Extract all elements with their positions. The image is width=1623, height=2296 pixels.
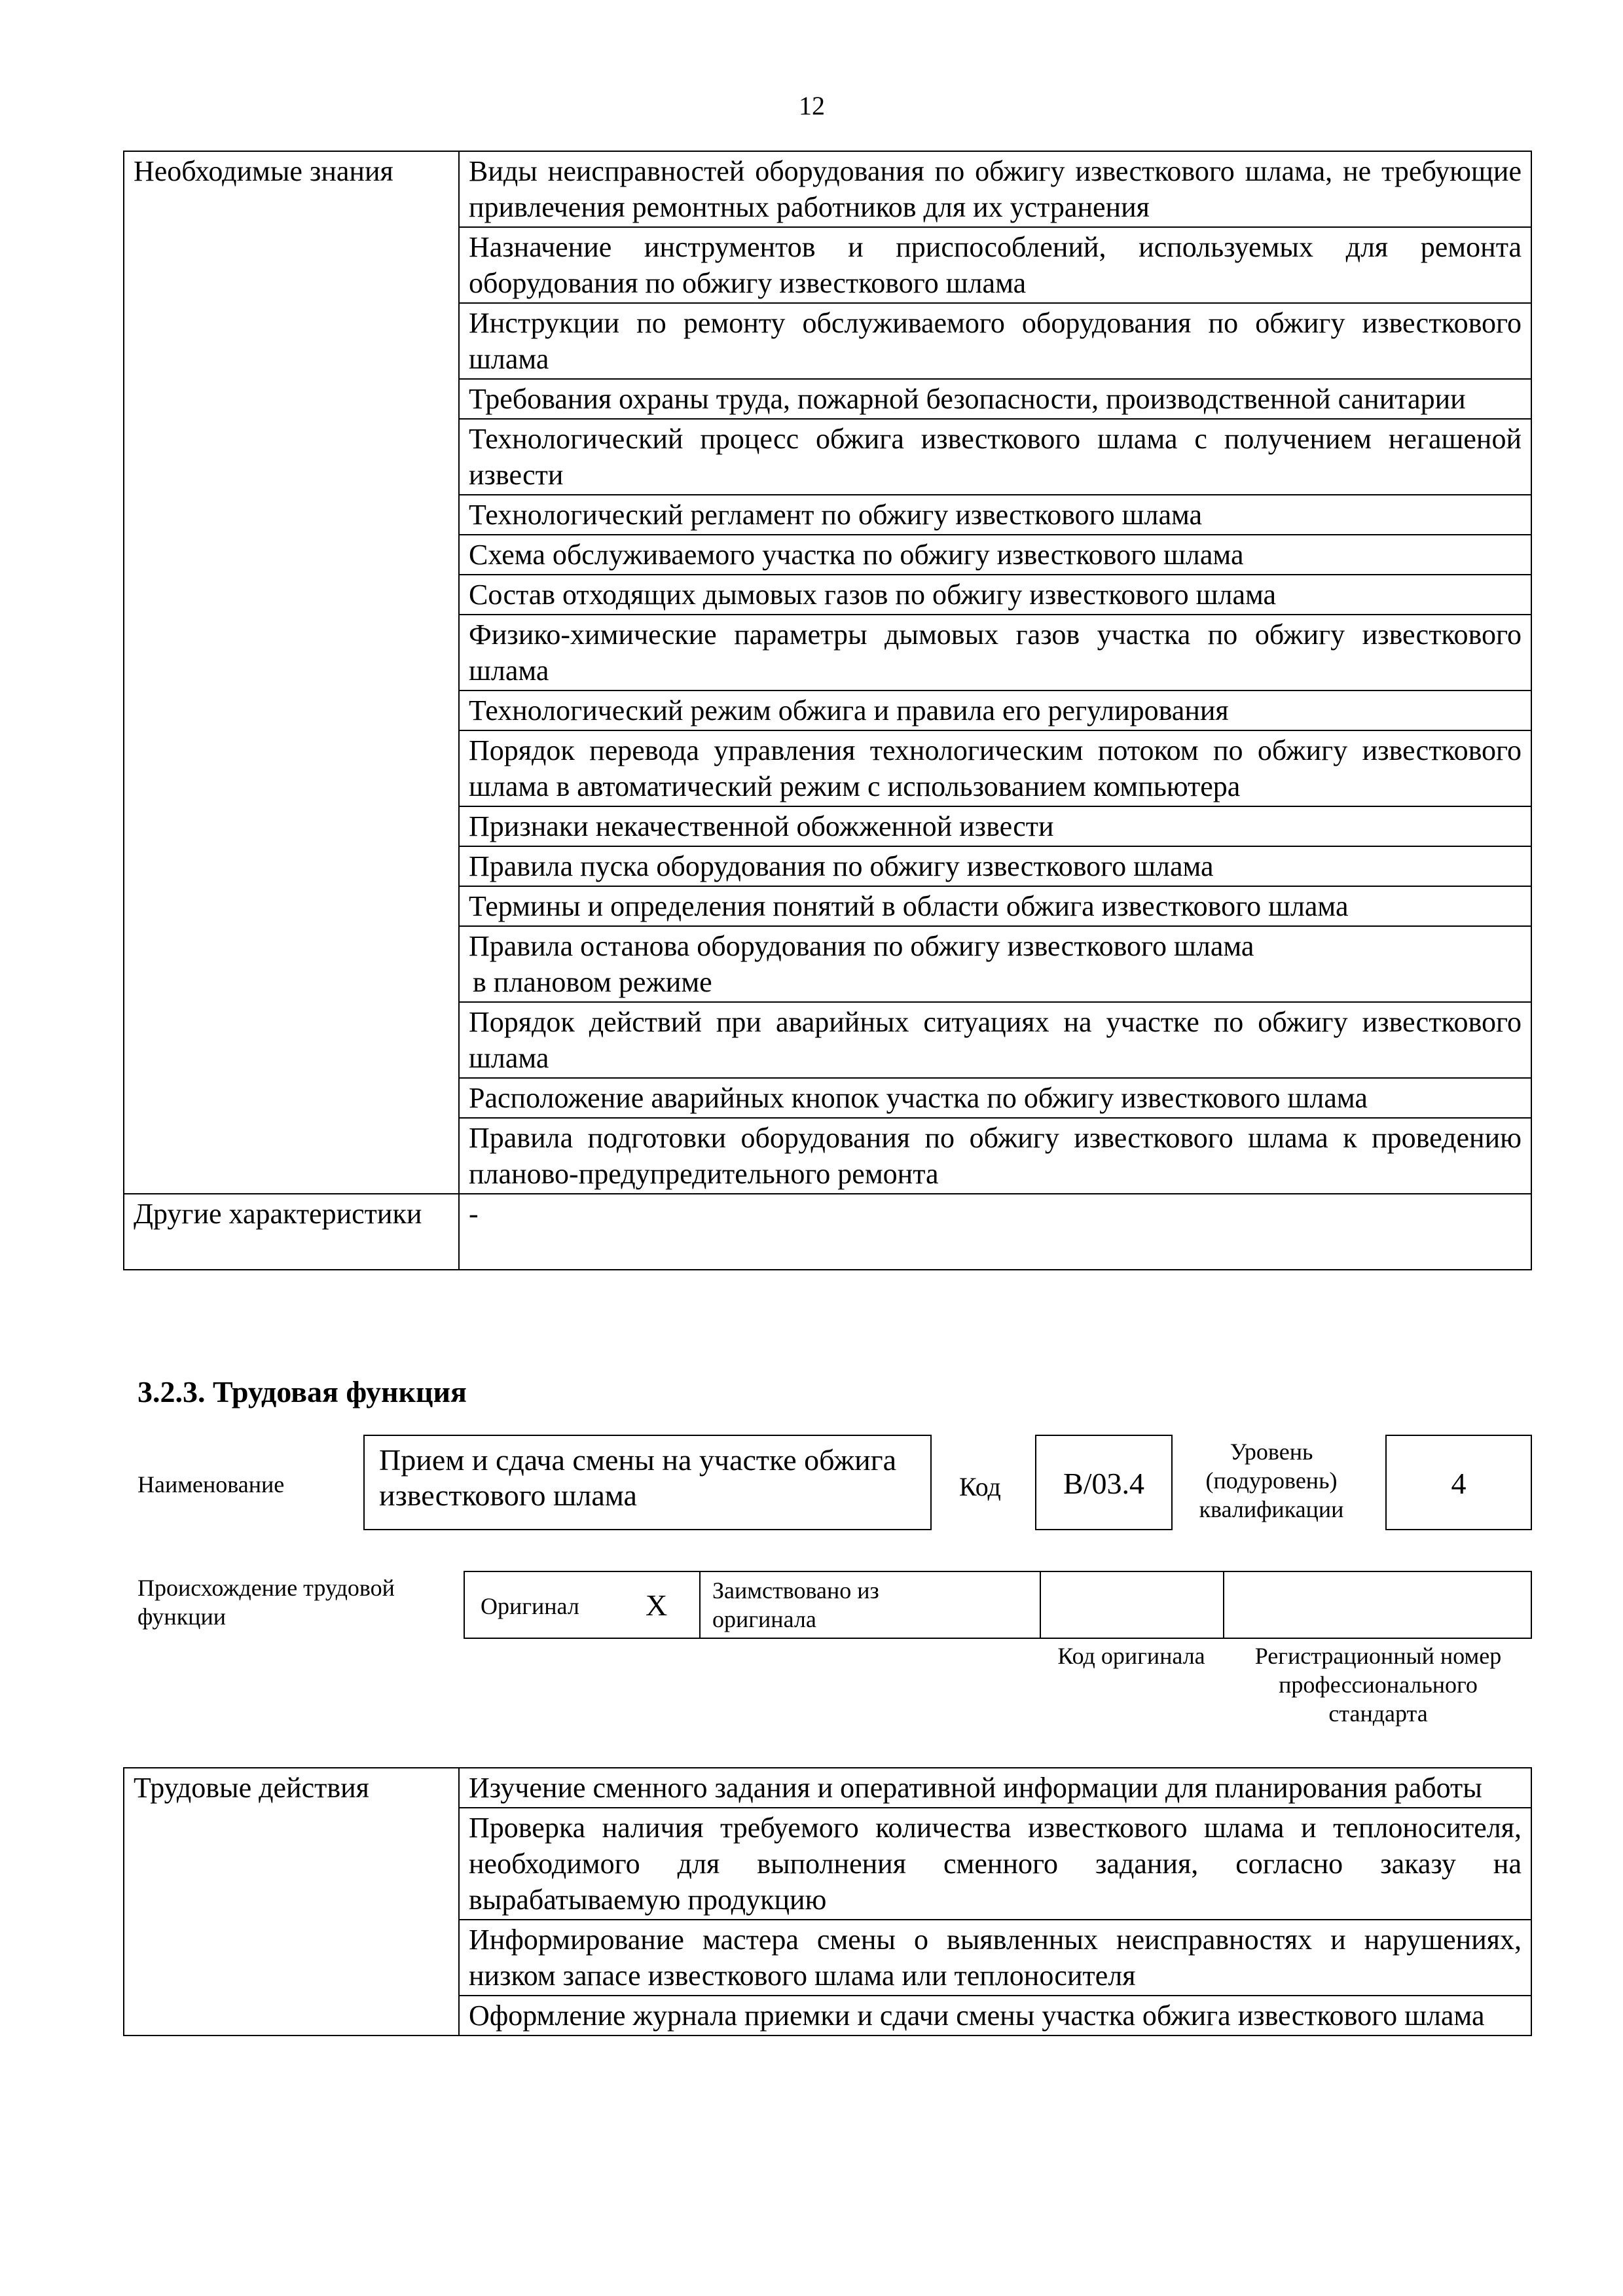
knowledge-label: Необходимые знания [124, 151, 459, 1194]
list-item: Признаки некачественной обожженной извести [459, 806, 1531, 846]
code-label: Код [959, 1472, 1001, 1501]
list-item: Порядок перевода управления технологическим потоком по обжигу известкового шлама в автоматический режим с использованием компьютера [459, 730, 1531, 806]
actions-label: Трудовые действия [124, 1768, 459, 2036]
list-item-line: Правила останова оборудования по обжигу известкового шлама [469, 930, 1254, 962]
origin-original-cell [465, 1572, 701, 1638]
level-label-line: Уровень [1230, 1439, 1313, 1465]
reg-caption: Регистрационный номер профессионального стандарта [1254, 1643, 1502, 1727]
list-item: Проверка наличия требуемого количества известкового шлама и теплоносителя, необходимого для выполнения сменного задания, согласно заказу на вырабатываемую продукцию [459, 1808, 1531, 1920]
actions-table [123, 1767, 1532, 2036]
level-label-line: квалификации [1199, 1496, 1344, 1522]
other-value: - [459, 1194, 1531, 1270]
level-label [1186, 1437, 1357, 1524]
other-label: Другие характеристики [124, 1194, 459, 1270]
level-label-line: (подуровень) [1205, 1467, 1338, 1494]
list-item: Термины и определения понятий в области обжига известкового шлама [459, 886, 1531, 926]
list-item: Информирование мастера смены о выявленных неисправностях и нарушениях, низком запасе известкового шлама или теплоносителя [459, 1920, 1531, 1996]
borrowed-label: Заимствовано из оригинала [712, 1577, 879, 1632]
list-item: Состав отходящих дымовых газов по обжигу известкового шлама [459, 575, 1531, 615]
list-item: Назначение инструментов и приспособлений, используемых для ремонта оборудования по обжигу известкового шлама [459, 227, 1531, 303]
origin-label: Происхождение трудовой функции [137, 1575, 395, 1630]
list-item: Правила подготовки оборудования по обжигу известкового шлама к проведению планово-предупредительного ремонта [459, 1118, 1531, 1194]
name-label: Наименование [137, 1471, 285, 1498]
list-item: Изучение сменного задания и оперативной информации для планирования работы [459, 1768, 1531, 1808]
origin-code-cell [1041, 1572, 1224, 1638]
list-item: Расположение аварийных кнопок участка по обжигу известкового шлама [459, 1078, 1531, 1118]
list-item: Требования охраны труда, пожарной безопасности, производственной санитарии [459, 379, 1531, 419]
code-caption: Код оригинала [1057, 1643, 1205, 1669]
list-item: Схема обслуживаемого участка по обжигу известкового шлама [459, 535, 1531, 575]
list-item [459, 926, 1531, 1002]
list-item: Правила пуска оборудования по обжигу известкового шлама [459, 846, 1531, 886]
section-title: 3.2.3. Трудовая функция [137, 1375, 467, 1408]
origin-table [464, 1571, 1532, 1639]
list-item: Технологический процесс обжига известкового шлама с получением негашеной извести [459, 419, 1531, 495]
code-value: B/03.4 [1035, 1435, 1173, 1530]
list-item: Виды неисправностей оборудования по обжигу известкового шлама, не требующие привлечения ремонтных работников для их устранения [459, 151, 1531, 227]
list-item: Инструкции по ремонту обслуживаемого оборудования по обжигу известкового шлама [459, 303, 1531, 379]
knowledge-table [123, 151, 1532, 1270]
list-item: Порядок действий при аварийных ситуациях на участке по обжигу известкового шлама [459, 1002, 1531, 1078]
original-mark: X [646, 1588, 668, 1622]
list-item: Технологический регламент по обжигу известкового шлама [459, 495, 1531, 535]
table-row [124, 1768, 1531, 1808]
name-value: Прием и сдача смены на участке обжига известкового шлама [363, 1435, 932, 1530]
list-item: Технологический режим обжига и правила его регулирования [459, 691, 1531, 730]
page-number: 12 [799, 91, 825, 120]
table-row [124, 1194, 1531, 1270]
original-label: Оригинал [481, 1593, 579, 1619]
origin-reg-cell [1224, 1572, 1531, 1638]
list-item-line: в плановом режиме [473, 966, 712, 998]
origin-borrowed-cell [701, 1572, 1041, 1638]
table-row [124, 151, 1531, 227]
list-item: Оформление журнала приемки и сдачи смены участка обжига известкового шлама [459, 1996, 1531, 2036]
list-item: Физико-химические параметры дымовых газов участка по обжигу известкового шлама [459, 615, 1531, 691]
level-value: 4 [1385, 1435, 1532, 1530]
